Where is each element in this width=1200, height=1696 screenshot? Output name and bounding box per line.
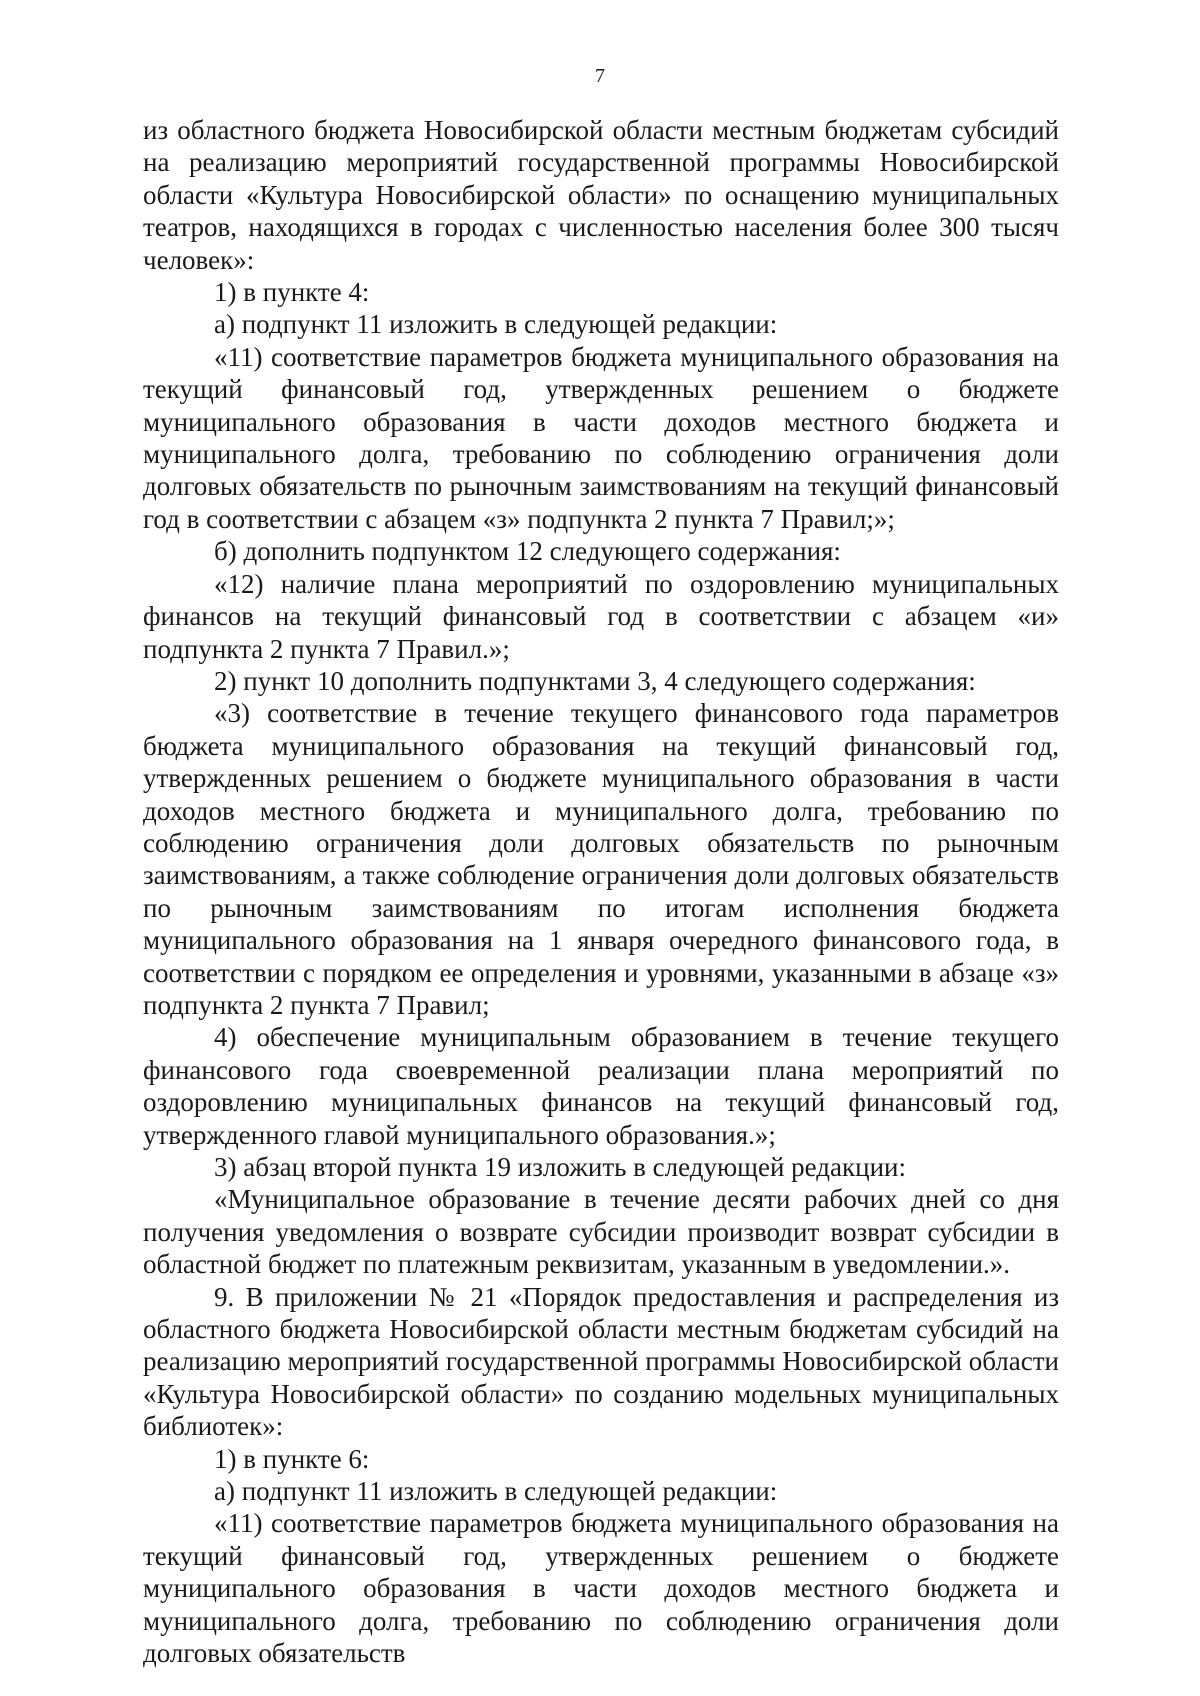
paragraph-quote-12: «12) наличие плана мероприятий по оздоровлению муниципальных финансов на текущий финансовый год в соответствии с абзацем «и» подпункта 2 пункта 7 Правил.»; (143, 568, 1059, 664)
paragraph-item-3-point-19: 3) абзац второй пункта 19 изложить в следующей редакции: (214, 1152, 906, 1182)
paragraph-item-1-point-4: 1) в пункте 4: (214, 277, 370, 308)
paragraph-subitem-a-2: а) подпункт 11 изложить в следующей редакции: (214, 1476, 778, 1507)
paragraph-item-2-point-10: 2) пункт 10 дополнить подпунктами 3, 4 следующего содержания: (214, 665, 976, 696)
paragraph-quote-3: «3) соответствие в течение текущего финансового года параметров бюджета муниципального образования на текущий финансовый год, утвержденных решением о бюджете муниципального образования в части доходов местного бюджета и муниципального долга, требованию по соблюдению ограничения доли долговых обязательств по рыночным заимствованиям, а также соблюдение ограничения доли долговых обязательств по рыночным заимствованиям по итогам исполнения бюджета муниципального образования на 1 января очередного финансового года, в соответствии с порядком ее определения и уровнями, указанными в абзаце «з» подпункта 2 пункта 7 Правил; (143, 698, 1059, 1020)
paragraph-section-9: 9. В приложении № 21 «Порядок предоставления и распределения из областного бюджета Новосибирской области местным бюджетам субсидий на реализацию мероприятий государственной программы Новосибирской области «Культура Новосибирской области» по созданию модельных муниципальных библиотек»: (143, 1281, 1059, 1442)
paragraph-quote-return: «Муниципальное образование в течение десяти рабочих дней со дня получения уведомления о возврате субсидии производит возврат субсидии в областной бюджет по платежным реквизитам, указанным в уведомлении.». (143, 1184, 1059, 1280)
paragraph-subitem-b: б) дополнить подпунктом 12 следующего содержания: (214, 536, 841, 567)
page-number: 7 (595, 65, 605, 87)
document-body (143, 114, 1059, 1670)
paragraph-intro-continuation: из областного бюджета Новосибирской области местным бюджетам субсидий на реализацию мероприятий государственной программы Новосибирской области «Культура Новосибирской области» по оснащению муниципальных театров, находящихся в городах с численностью населения более 300 тысяч человек»: (143, 115, 1059, 275)
paragraph-quote-11-2: «11) соответствие параметров бюджета муниципального образования на текущий финансовый год, утвержденных решением о бюджете муниципального образования в части доходов местного бюджета и муниципального долга, требованию по соблюдению ограничения доли долговых обязательств (143, 1508, 1059, 1669)
paragraph-subitem-a: а) подпункт 11 изложить в следующей редакции: (214, 309, 778, 340)
paragraph-quote-11: «11) соответствие параметров бюджета муниципального образования на текущий финансовый год, утвержденных решением о бюджете муниципального образования в части доходов местного бюджета и муниципального долга, требованию по соблюдению ограничения доли долговых обязательств по рыночным заимствованиям на текущий финансовый год в соответствии с абзацем «з» подпункта 2 пункта 7 Правил;»; (143, 341, 1059, 534)
paragraph-item-1-point-6: 1) в пункте 6: (214, 1443, 370, 1474)
paragraph-quote-4: 4) обеспечение муниципальным образованием в течение текущего финансового года своевременной реализации плана мероприятий по оздоровлению муниципальных финансов на текущий финансовый год, утвержденного главой муниципального образования.»; (143, 1022, 1059, 1150)
